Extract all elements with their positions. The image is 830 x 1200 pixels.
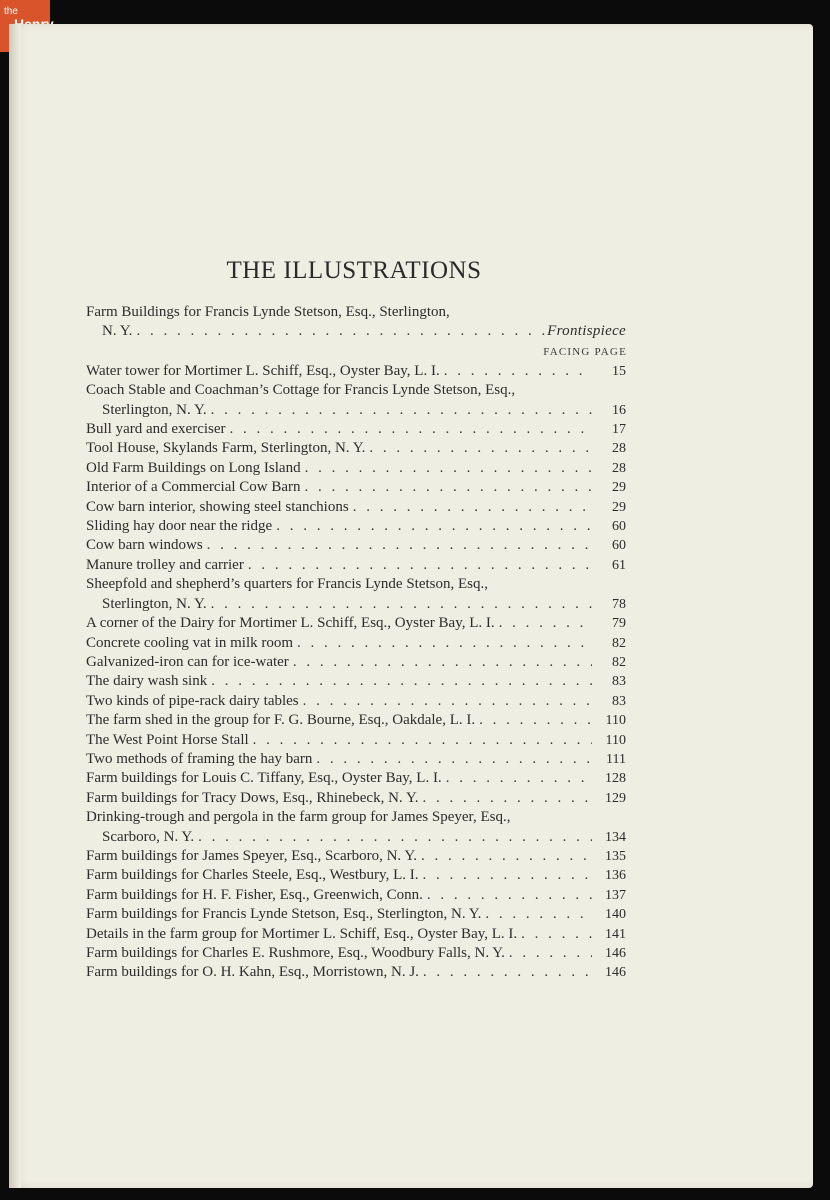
list-item [86, 614, 626, 633]
frontispiece-entry [86, 303, 626, 322]
entry-text: Cow barn interior, showing steel stanchions [86, 498, 349, 515]
dot-leader [194, 828, 592, 847]
list-item-continued [86, 828, 626, 847]
page-number: 111 [606, 751, 626, 767]
page-gutter [9, 24, 21, 1188]
page-number: 15 [612, 363, 626, 379]
list-item [86, 944, 626, 963]
entry-text: Tool House, Skylands Farm, Sterlington, N. Y. [86, 440, 366, 457]
entry-text: Sheepfold and shepherd’s quarters for Francis Lynde Stetson, Esq., [86, 576, 489, 593]
list-item [86, 789, 626, 808]
page-number: 136 [605, 868, 626, 884]
page-number: 137 [605, 887, 626, 903]
entry-text: Farm buildings for Louis C. Tiffany, Esq., Oyster Bay, L. I. [86, 770, 442, 787]
dot-leader [423, 886, 592, 905]
list-item [86, 517, 626, 536]
dot-leader [505, 944, 592, 963]
dot-leader [289, 653, 592, 672]
page-number: 110 [605, 732, 626, 748]
list-item [86, 420, 626, 439]
dot-leader [249, 731, 592, 750]
dot-leader [419, 789, 593, 808]
entry-text: Coach Stable and Coachman’s Cottage for Francis Lynde Stetson, Esq., [86, 382, 516, 399]
page-number: 134 [605, 829, 626, 845]
page-number: 17 [612, 422, 626, 438]
dot-leader [365, 439, 592, 458]
list-item [86, 498, 626, 517]
dot-leader [207, 672, 592, 691]
list-item [86, 439, 626, 458]
page-number: 82 [612, 654, 626, 670]
entry-text: Sterlington, N. Y. [102, 401, 207, 418]
frontispiece-entry-continued [86, 322, 626, 341]
entry-text: Farm buildings for Charles E. Rushmore, Esq., Woodbury Falls, N. Y. [86, 945, 505, 961]
dot-leader [207, 595, 592, 614]
facing-page-label: FACING PAGE [543, 345, 627, 358]
dot-leader [312, 750, 592, 769]
entry-text: The West Point Horse Stall [86, 731, 249, 748]
page-number: 83 [612, 674, 626, 690]
entry-text: Sliding hay door near the ridge [86, 518, 273, 535]
dot-leader [417, 847, 592, 866]
dot-leader [301, 459, 592, 478]
list-item [86, 634, 626, 653]
dot-leader [207, 401, 592, 420]
frontispiece-label: Frontispiece [547, 323, 626, 340]
dot-leader [293, 634, 592, 653]
entry-text: The farm shed in the group for F. G. Bourne, Esq., Oakdale, L. I. [86, 712, 476, 729]
dot-leader [349, 498, 592, 517]
page-number: 110 [605, 713, 626, 729]
page-number: 28 [612, 441, 626, 457]
book-page [9, 24, 813, 1188]
entry-text: Farm buildings for James Speyer, Esq., Scarboro, N. Y. [86, 847, 418, 864]
page-number: 135 [605, 848, 626, 864]
entry-text: Details in the farm group for Mortimer L. Schiff, Esq., Oyster Bay, L. I. [86, 925, 518, 942]
entries-container [86, 362, 626, 983]
entry-text: Scarboro, N. Y. [102, 828, 195, 845]
list-item [86, 866, 626, 885]
entry-text: Farm buildings for Tracy Dows, Esq., Rhinebeck, N. Y. [86, 789, 419, 806]
list-item [86, 381, 626, 400]
entry-text: Interior of a Commercial Cow Barn [86, 479, 301, 496]
page-number: 29 [612, 480, 626, 496]
page-number: 83 [612, 693, 626, 709]
list-item [86, 556, 626, 575]
dot-leader [132, 322, 547, 341]
logo-text-the: the [4, 6, 18, 17]
entry-text: Old Farm Buildings on Long Island [86, 459, 301, 476]
list-item [86, 672, 626, 691]
entry-text: Sterlington, N. Y. [102, 595, 207, 612]
dot-leader [301, 478, 592, 497]
page-number: 78 [612, 596, 626, 612]
entry-text: Water tower for Mortimer L. Schiff, Esq., Oyster Bay, L. I. [86, 362, 440, 379]
list-item-continued [86, 401, 626, 420]
entry-text: Bull yard and exerciser [86, 421, 226, 438]
list-item [86, 459, 626, 478]
list-item [86, 769, 626, 788]
entry-text: Farm buildings for H. F. Fisher, Esq., Greenwich, Conn. [86, 886, 423, 903]
page-number: 82 [612, 635, 626, 651]
list-item [86, 692, 626, 711]
list-item [86, 731, 626, 750]
entry-text: Farm Buildings for Francis Lynde Stetson, Esq., Sterlington, [86, 304, 450, 320]
dot-leader [272, 517, 592, 536]
page-number: 28 [612, 460, 626, 476]
page-number: 146 [605, 946, 626, 961]
entry-text: A corner of the Dairy for Mortimer L. Schiff, Esq., Oyster Bay, L. I. [86, 615, 495, 632]
dot-leader [244, 556, 592, 575]
page-number: 60 [612, 538, 626, 554]
dot-leader [475, 711, 592, 730]
page-number: 141 [605, 926, 626, 942]
dot-leader [419, 963, 592, 982]
dot-leader [440, 362, 592, 381]
entry-text: The dairy wash sink [86, 673, 208, 690]
list-item [86, 886, 626, 905]
entry-text: N. Y. [102, 323, 133, 340]
dot-leader [495, 614, 592, 633]
list-item [86, 653, 626, 672]
list-item [86, 575, 626, 594]
list-item [86, 711, 626, 730]
page-number: 128 [605, 771, 626, 787]
entry-text: Farm buildings for Charles Steele, Esq., Westbury, L. I. [86, 867, 419, 884]
entry-text: Galvanized-iron can for ice-water [86, 653, 289, 670]
list-item [86, 750, 626, 769]
page-number: 61 [612, 557, 626, 573]
entry-text: Farm buildings for O. H. Kahn, Esq., Morristown, N. J. [86, 964, 419, 981]
page-number: 79 [612, 616, 626, 632]
page-number: 60 [612, 519, 626, 535]
list-item [86, 963, 626, 982]
dot-leader [442, 769, 592, 788]
dot-leader [203, 536, 592, 555]
entry-text: Drinking-trough and pergola in the farm group for James Speyer, Esq., [86, 809, 511, 826]
list-item [86, 362, 626, 381]
dot-leader [419, 866, 593, 885]
entry-text: Manure trolley and carrier [86, 556, 244, 573]
entry-text: Concrete cooling vat in milk room [86, 634, 294, 651]
list-item-continued [86, 595, 626, 614]
list-item [86, 478, 626, 497]
list-item [86, 536, 626, 555]
page-title: THE ILLUSTRATIONS [226, 257, 482, 284]
dot-leader [226, 420, 592, 439]
list-item [86, 905, 626, 924]
dot-leader [517, 925, 592, 944]
entry-text: Cow barn windows [86, 537, 203, 554]
page-number: 16 [612, 402, 626, 418]
illustrations-list [86, 303, 626, 983]
list-item [86, 925, 626, 944]
entry-text: Two kinds of pipe-rack dairy tables [86, 692, 299, 709]
dot-leader [481, 905, 592, 924]
dot-leader [299, 692, 592, 711]
entry-text: Farm buildings for Francis Lynde Stetson, Esq., Sterlington, N. Y. [86, 906, 482, 923]
list-item [86, 808, 626, 827]
page-number: 146 [605, 965, 626, 981]
entry-text: Two methods of framing the hay barn [86, 750, 313, 767]
page-number: 140 [605, 907, 626, 923]
page-number: 29 [612, 499, 626, 515]
list-item [86, 847, 626, 866]
page-number: 129 [605, 790, 626, 806]
